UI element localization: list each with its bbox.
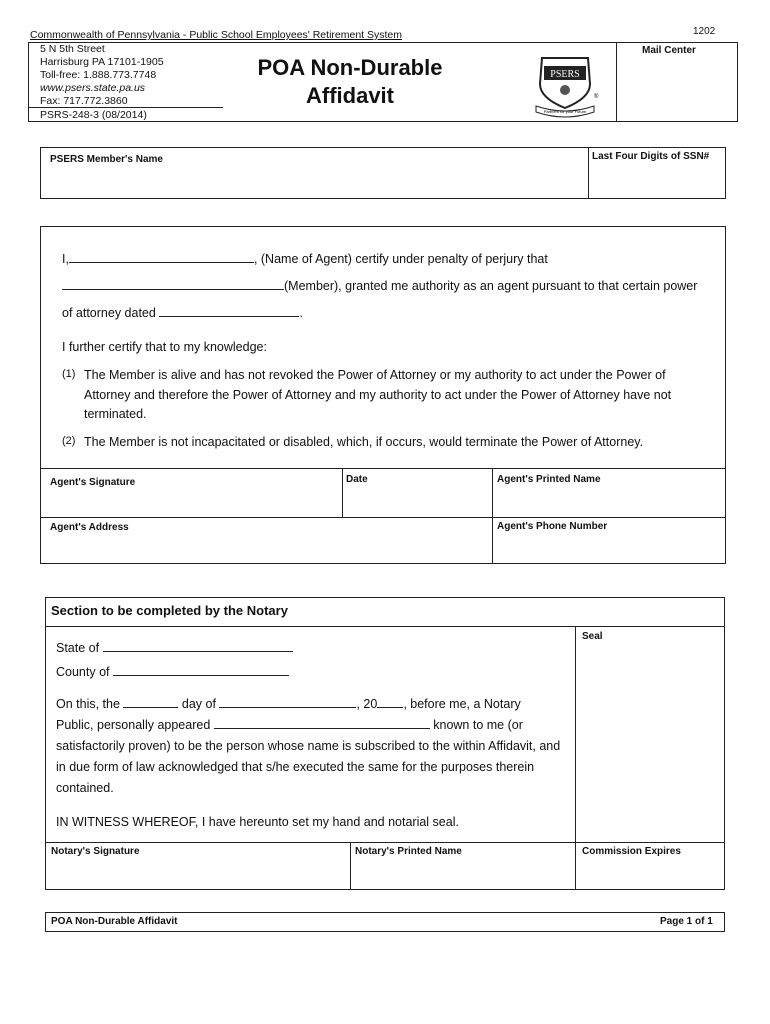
- text: contained.: [56, 781, 114, 795]
- svg-text:Partners for your Future: Partners for your Future: [543, 109, 587, 114]
- state-line: [56, 640, 293, 655]
- seal-area: Seal: [582, 631, 603, 642]
- witness-statement: IN WITNESS WHEREOF, I have hereunto set my hand and notarial seal.: [56, 815, 459, 829]
- ssn-field[interactable]: Last Four Digits of SSN#: [592, 151, 710, 162]
- poa-date-blank[interactable]: [159, 305, 299, 317]
- notary-heading: Section to be completed by the Notary: [51, 603, 288, 618]
- agency-name: Commonwealth of Pennsylvania - Public School Employees' Retirement System: [30, 29, 403, 41]
- list-item: [62, 366, 722, 425]
- member-blank[interactable]: [62, 278, 284, 290]
- date-field[interactable]: Date: [346, 474, 368, 485]
- city: Harrisburg PA 17101-1905: [40, 56, 164, 68]
- text: day of: [181, 697, 216, 711]
- text: , before me, a Notary: [403, 697, 521, 711]
- certification-list: [62, 366, 722, 452]
- mail-center-label: Mail Center: [642, 45, 696, 56]
- text: On this, the: [56, 697, 120, 711]
- member-name-field[interactable]: PSERS Member's Name: [50, 154, 163, 165]
- text: satisfactorily proven) to be the person whose name is subscribed to the within Affidavit, and: [56, 739, 561, 753]
- address-block: [40, 43, 164, 108]
- form-number: PSRS-248-3 (08/2014): [40, 109, 147, 121]
- text: I,: [62, 252, 69, 266]
- notary-signature-field[interactable]: Notary's Signature: [51, 846, 140, 857]
- fax: Fax: 717.772.3860: [40, 95, 128, 107]
- page-title: [230, 54, 470, 110]
- agent-name-blank[interactable]: [69, 251, 254, 263]
- form-code: 1202: [693, 26, 716, 37]
- item-number: (1): [62, 368, 76, 380]
- agent-signature-field[interactable]: Agent's Signature: [50, 477, 136, 488]
- page-number: Page 1 of 1: [660, 916, 713, 927]
- notary-printed-name-field[interactable]: Notary's Printed Name: [355, 846, 462, 857]
- list-item: [62, 433, 722, 453]
- day-blank[interactable]: [123, 696, 178, 708]
- agent-phone-field[interactable]: Agent's Phone Number: [497, 521, 608, 532]
- svg-text:®: ®: [594, 94, 599, 100]
- agent-address-field[interactable]: Agent's Address: [50, 522, 129, 533]
- commission-expires-field[interactable]: Commission Expires: [582, 846, 681, 857]
- poa-date-line: [62, 305, 303, 320]
- text: County of: [56, 665, 110, 679]
- month-blank[interactable]: [219, 696, 356, 708]
- text: (Member), granted me authority as an agent pursuant to that certain power: [284, 279, 698, 293]
- item-number: (2): [62, 434, 76, 447]
- text: in due form of law acknowledged that s/he executed the same for the purposes therein: [56, 760, 535, 774]
- agent-name-line: [62, 251, 548, 266]
- title-line-2: Affidavit: [306, 83, 394, 108]
- agent-printed-name-field[interactable]: Agent's Printed Name: [497, 474, 601, 485]
- toll-free: Toll-free: 1.888.773.7748: [40, 69, 157, 81]
- state-blank[interactable]: [103, 640, 293, 652]
- text: known to me (or: [433, 718, 523, 732]
- footer-title: POA Non-Durable Affidavit: [51, 916, 178, 927]
- psers-logo: [530, 50, 600, 118]
- appeared-name-blank[interactable]: [214, 717, 430, 729]
- item-text: The Member is not incapacitated or disabled, which, if occurs, would terminate the Power of Attorney.: [84, 434, 644, 449]
- street: 5 N 5th Street: [40, 43, 105, 55]
- text: State of: [56, 641, 100, 655]
- text: of attorney dated: [62, 306, 156, 320]
- website-link[interactable]: www.psers.state.pa.us: [40, 82, 146, 94]
- text: Public, personally appeared: [56, 718, 211, 732]
- text: , (Name of Agent) certify under penalty of perjury that: [253, 252, 548, 266]
- county-line: [56, 664, 289, 679]
- text: .: [299, 306, 303, 320]
- county-blank[interactable]: [113, 664, 289, 676]
- notary-paragraph: [56, 694, 560, 799]
- item-text: The Member is alive and has not revoked the Power of Attorney or my authority to act under the Power of Attorney and therefore the Power of Attorney and my authority to act under the Power of Attorney have not terminated.: [84, 368, 672, 421]
- text: , 20: [356, 697, 378, 711]
- further-certify: I further certify that to my knowledge:: [62, 340, 267, 354]
- title-line-1: POA Non-Durable: [257, 55, 443, 80]
- year-blank[interactable]: [377, 696, 403, 708]
- svg-text:PSERS: PSERS: [550, 69, 580, 80]
- member-line: [62, 278, 697, 293]
